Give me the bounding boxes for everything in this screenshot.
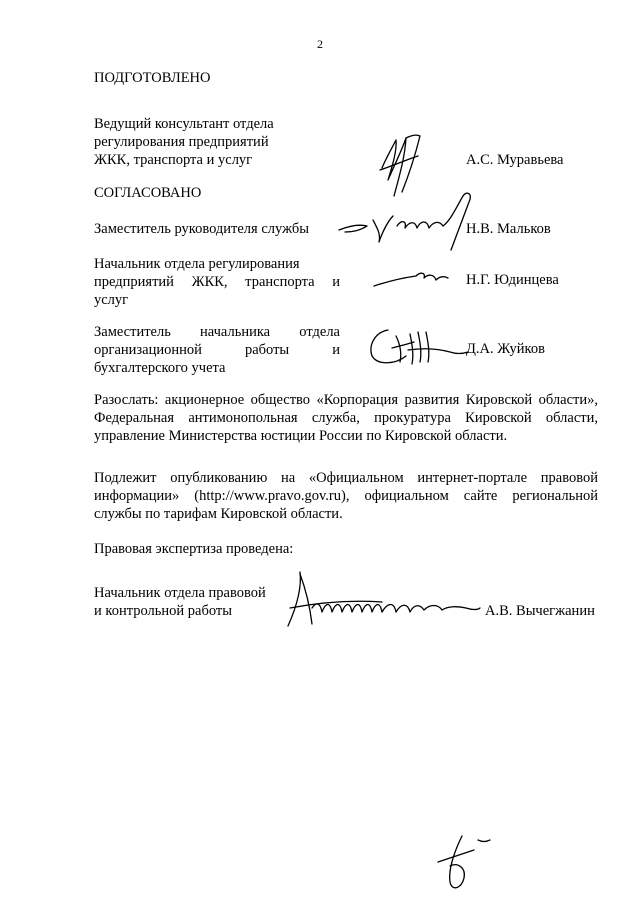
distribution-text: Разослать: акционерное общество «Корпорация развития Кировской области», Федеральная антимонопольная служба, прокуратура Кировской области, управление Министерства юстиции России по Кировской области. (94, 392, 598, 444)
page-number: 2 (317, 37, 323, 51)
position-line: Заместитель руководителя службы (94, 221, 310, 237)
position-line: Начальник отдела регулирования (94, 256, 300, 272)
prepared-name: А.С. Муравьева (466, 152, 564, 168)
signer-name-malkov: Н.В. Мальков (466, 221, 551, 237)
signature-malkov (335, 186, 475, 260)
signer-name-yudintseva: Н.Г. Юдинцева (466, 272, 559, 288)
prepared-heading: ПОДГОТОВЛЕНО (94, 70, 211, 86)
legal-review-position (94, 584, 294, 620)
signature-initials (428, 828, 498, 898)
signature-vychegzhanin (282, 568, 484, 630)
position-line: бухгалтерского учета (94, 360, 226, 376)
position-line: услуг (94, 292, 129, 308)
position-line: ЖКК, транспорта и услуг (94, 152, 253, 168)
position-line: организационной работы и (94, 342, 340, 358)
signer-position (94, 323, 340, 377)
position-line: Начальник отдела правовой (94, 585, 266, 601)
position-line: предприятий ЖКК, транспорта и (94, 274, 340, 290)
signature-yudintseva (372, 262, 452, 292)
legal-review-text: Правовая экспертиза проведена: (94, 541, 294, 557)
legal-review-name: А.В. Вычегжанин (485, 603, 595, 619)
publication-text: Подлежит опубликованию на «Официальном интернет-портале правовой информации» (http://www.pravo.gov.ru), официальном сайте региональной службы по тарифам Кировской области. (94, 470, 598, 522)
position-line: Заместитель начальника отдела (94, 324, 340, 340)
prepared-position (94, 115, 344, 169)
position-line: Ведущий консультант отдела (94, 116, 274, 132)
signer-position (94, 220, 344, 238)
agreed-heading: СОГЛАСОВАНО (94, 185, 202, 201)
signature-zhuikov (366, 322, 470, 370)
signer-position (94, 255, 340, 309)
position-line: регулирования предприятий (94, 134, 269, 150)
signer-name-zhuikov: Д.А. Жуйков (466, 341, 545, 357)
position-line: и контрольной работы (94, 603, 232, 619)
